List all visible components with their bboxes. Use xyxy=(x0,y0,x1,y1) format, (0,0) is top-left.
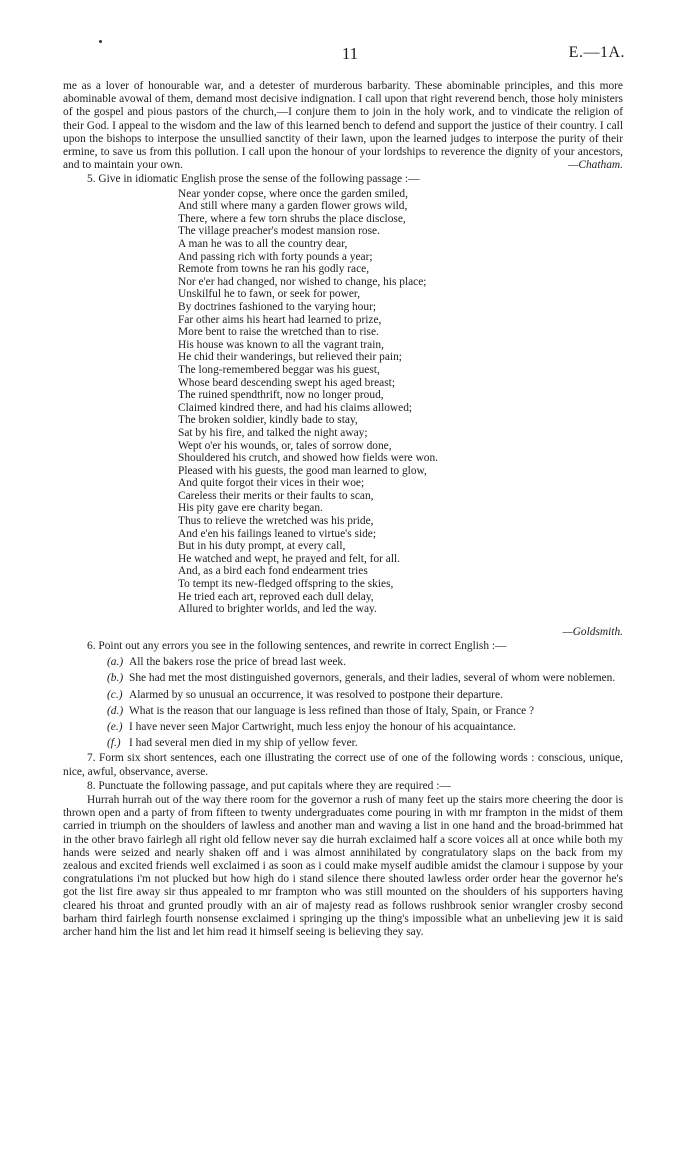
page-number: 11 xyxy=(341,44,359,63)
item-text: What is the reason that our language is less refined than those of Italy, Spain, or France ? xyxy=(129,704,535,717)
item-text: I have never seen Major Cartwright, much less enjoy the honour of his acquaintance. xyxy=(129,721,516,734)
question-7: 7. Form six short sentences, each one illustrating the correct use of one of the following words : conscious, unique, nice, awful, observance, averse. xyxy=(63,752,623,778)
item-text: Alarmed by so unusual an occurrence, it was resolved to postpone their departure. xyxy=(129,688,503,701)
poem-line: To tempt its new-fledged offspring to the skies, xyxy=(178,578,394,591)
item-text: All the bakers rose the price of bread last week. xyxy=(129,656,346,669)
poem-attribution: —Goldsmith. xyxy=(562,625,623,638)
poem-line: Claimed kindred there, and had his claims allowed; xyxy=(178,401,413,414)
item-label: (a.) xyxy=(107,656,124,669)
item-label: (e.) xyxy=(107,721,123,734)
item-label: (c.) xyxy=(107,688,123,701)
sentence-item xyxy=(107,705,623,718)
poem-line: His pity gave ere charity began. xyxy=(178,502,323,515)
item-text: She had met the most distinguished governors, generals, and their ladies, several of whom were noblemen. xyxy=(129,672,616,685)
question-6-items xyxy=(107,656,623,750)
question-8-prompt: 8. Punctuate the following passage, and put capitals where they are required :— xyxy=(87,779,451,792)
poem-line: And quite forgot their vices in their woe; xyxy=(178,477,365,490)
item-label: (f.) xyxy=(107,737,121,750)
poem-line: The broken soldier, kindly bade to stay, xyxy=(178,414,358,427)
document-reference: E.—1A. xyxy=(568,44,625,61)
poem-line: He watched and wept, he prayed and felt, for all. xyxy=(178,552,401,565)
sentence-item xyxy=(107,656,623,669)
poem-line: But in his duty prompt, at every call, xyxy=(178,540,346,553)
poem-line: Careless their merits or their faults to scan, xyxy=(178,489,374,502)
sentence-item xyxy=(107,721,623,734)
poem-line: A man he was to all the country dear, xyxy=(178,238,348,251)
sentence-item xyxy=(107,737,623,750)
question-5-prompt: 5. Give in idiomatic English prose the sense of the following passage :— xyxy=(87,173,420,186)
poem-line: And, as a bird each fond endearment tries xyxy=(178,565,368,578)
poem-line: Sat by his fire, and talked the night away; xyxy=(178,426,368,439)
question-6-prompt: 6. Point out any errors you see in the following sentences, and rewrite in correct English :— xyxy=(87,640,507,653)
poem-line: His house was known to all the vagrant train, xyxy=(178,338,384,351)
poem-line: Whose beard descending swept his aged breast; xyxy=(178,376,395,389)
poem-line: And passing rich with forty pounds a year; xyxy=(178,250,373,263)
item-label: (d.) xyxy=(107,704,124,717)
poem-line: Shouldered his crutch, and showed how fields were won. xyxy=(178,452,439,465)
sentence-item xyxy=(107,672,623,685)
ink-speck xyxy=(99,40,102,43)
poem-line: Unskilful he to fawn, or seek for power, xyxy=(178,288,361,301)
poem-line: He chid their wanderings, but relieved their pain; xyxy=(178,351,402,364)
question-8-passage: Hurrah hurrah out of the way there room for the governor a rush of many feet up the stairs more cheering the door is thrown open and a party of from fifteen to twenty undergraduates come pouring in with mr frampton in the midst of them carried in triumph on the shoulders of lawless and another man and waving a list in one hand and the broad-brimmed hat in the other bravo fairlegh all right old fellow never say die hurrah exclaimed half a score voices all at once while both my hands were seized and nearly shaken off and i was almost annihilated by congratulatory slaps on the back from my zealous and excited friends well exclaimed i as soon as i could make myself audible amidst the clamour i suppose by your congratulations i'm not plucked but how high do i stand silence there shouted lawless order order hear the governor he's got the list fire away sir thus appealed to mr frampton who was still mounted on the shoulders of his supporters having cleared his throat and grunted proudly with an air of majesty read as follows rushbrook senior wrangler crosby second barham third fairlegh fourth nonsense exclaimed i springing up the thing's impossible what an unbelieving jew it is said archer hand him the list and let him read it himself seeing is believing they say. xyxy=(63,794,623,939)
poem-line: And e'en his failings leaned to virtue's side; xyxy=(178,527,377,540)
sentence-item xyxy=(107,689,623,702)
poem-line: The long-remembered beggar was his guest, xyxy=(178,363,380,376)
poem-line: There, where a few torn shrubs the place disclose, xyxy=(178,212,406,225)
poem-line: He tried each art, reproved each dull delay, xyxy=(178,590,374,603)
poem-line: Far other aims his heart had learned to prize, xyxy=(178,313,382,326)
poem-line: Near yonder copse, where once the garden smiled, xyxy=(178,187,408,200)
poem-line: Thus to relieve the wretched was his pride, xyxy=(178,515,374,528)
poem-line: Allured to brighter worlds, and led the way. xyxy=(178,603,377,616)
poem-line: Pleased with his guests, the good man learned to glow, xyxy=(178,464,427,477)
page-body xyxy=(63,80,623,939)
poem-line: Nor e'er had changed, nor wished to change, his place; xyxy=(178,275,427,288)
poem-line: The ruined spendthrift, now no longer proud, xyxy=(178,389,384,402)
poem-line: Remote from towns he ran his godly race, xyxy=(178,263,370,276)
poem-line: And still where many a garden flower grows wild, xyxy=(178,200,408,213)
poem-line: By doctrines fashioned to the varying hour; xyxy=(178,300,377,313)
item-label: (b.) xyxy=(107,672,124,685)
poem-line: The village preacher's modest mansion rose. xyxy=(178,225,380,238)
poem-line: More bent to raise the wretched than to rise. xyxy=(178,326,379,339)
poem-line: Wept o'er his wounds, or, tales of sorrow done, xyxy=(178,439,392,452)
item-text: I had several men died in my ship of yellow fever. xyxy=(129,737,358,750)
intro-paragraph: me as a lover of honourable war, and a detester of murderous barbarity. These abominable principles, and this more abominable avowal of them, demand most decisive indignation. I call upon that right reverend bench, those holy ministers of the gospel and pious pastors of the church,—I conjure them to join in the holy work, and to vindicate the religion of their God. I appeal to the wisdom and the law of this learned bench to defend and support the justice of their country. I call upon the bishops to interpose the unsullied sanctity of their lawn, upon the learned judges to interpose the purity of their ermine, to save us from this pollution. I call upon the honour of your lordships to reverence the dignity of your ancestors, and to maintain your own. xyxy=(63,80,623,172)
intro-attribution: —Chatham. xyxy=(568,159,623,172)
poem xyxy=(178,188,623,616)
